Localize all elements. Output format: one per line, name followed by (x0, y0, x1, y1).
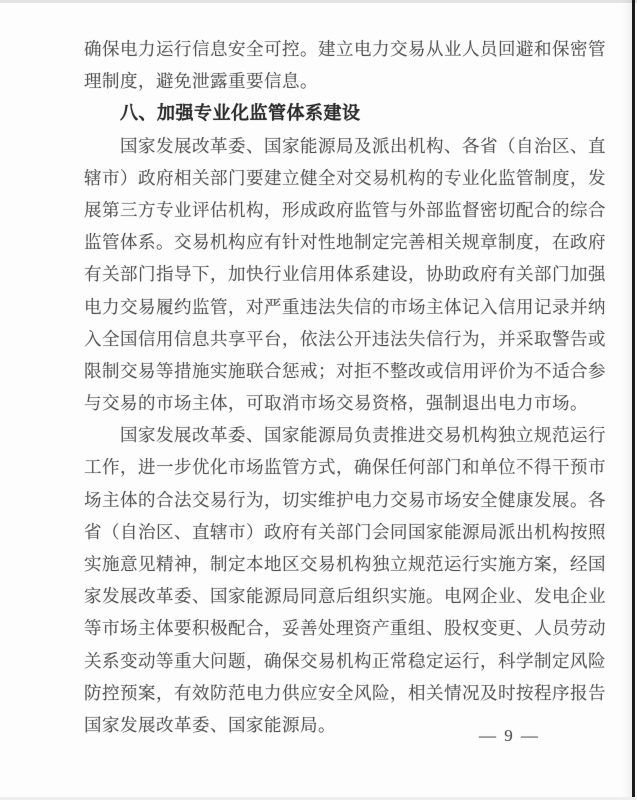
document-line: 确保电力运行信息安全可控。建立电力交易从业人员回避和保密管 (84, 39, 606, 59)
document-line: 等市场主体要积极配合，妥善处理资产重组、股权变更、人员劳动 (84, 618, 606, 639)
document-line: 工作，进一步优化市场监管方式，确保任何部门和单位不得干预市 (84, 457, 606, 478)
document-line: 国家发展改革委、国家能源局及派出机构、各省（自治区、直 (120, 135, 606, 156)
document-line: 家发展改革委、国家能源局同意后组织实施。电网企业、发电企业 (84, 586, 606, 607)
page-number: — 9 — (479, 726, 540, 745)
document-line: 省（自治区、直辖市）政府有关部门会同国家能源局派出机构按照 (84, 521, 606, 542)
document-line: 国家发展改革委、国家能源局。 (84, 714, 336, 735)
scan-edge-top (0, 0, 637, 3)
document-line: 关系变动等重大问题，确保交易机构正常稳定运行，科学制定风险 (84, 650, 606, 671)
document-line: 防控预案，有效防范电力供应安全风险，相关情况及时按程序报告 (84, 682, 606, 703)
document-line: 理制度，避免泄露重要信息。 (84, 71, 318, 92)
document-line: 入全国信用信息共享平台，依法公开违法失信行为，并采取警告或 (84, 328, 606, 349)
document-line: 实施意见精神，制定本地区交易机构独立规范运行实施方案，经国 (84, 554, 606, 574)
scan-edge-right-line (632, 0, 635, 800)
document-text-block (84, 33, 606, 741)
document-line: 展第三方专业评估机构，形成政府监管与外部监督密切配合的综合 (84, 199, 606, 220)
document-line: 辖市）政府相关部门要建立健全对交易机构的专业化监管制度，发 (84, 167, 606, 188)
document-line: 与交易的市场主体，可取消市场交易资格，强制退出电力市场。 (84, 393, 588, 414)
document-line: 监管体系。交易机构应有针对性地制定完善相关规章制度，在政府 (84, 232, 606, 253)
section-heading: 八、加强专业化监管体系建设 (120, 103, 361, 124)
scan-edge-right-shadow (622, 0, 632, 800)
document-line: 有关部门指导下，加快行业信用体系建设，协助政府有关部门加强 (84, 264, 606, 285)
document-line: 场主体的合法交易行为，切实维护电力交易市场安全健康发展。各 (84, 489, 606, 510)
document-line: 电力交易履约监管，对严重违法失信的市场主体记入信用记录并纳 (84, 296, 606, 317)
document-line: 限制交易等措施实施联合惩戒；对拒不整改或信用评价为不适合参 (84, 360, 606, 381)
document-line: 国家发展改革委、国家能源局负责推进交易机构独立规范运行 (120, 425, 606, 446)
